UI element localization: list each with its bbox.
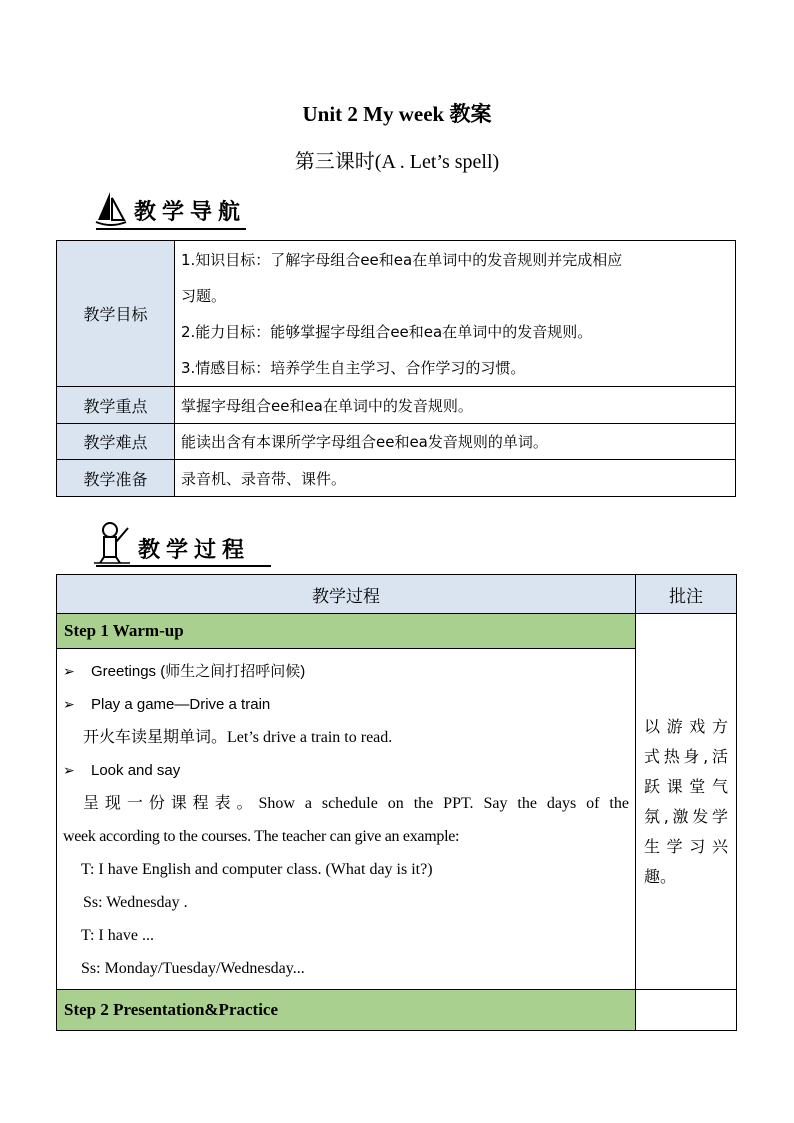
difficulty-cell: 能读出含有本课所学字母组合ee和ea发音规则的单词。 xyxy=(175,424,736,460)
arrow-bullet-icon: ➢ xyxy=(63,762,75,778)
goal-line: 1.知识目标：了解字母组合ee和ea在单词中的发音规则并完成相应 xyxy=(181,250,623,269)
sailboat-icon xyxy=(94,190,128,226)
dialog-line: T: I have ... xyxy=(81,927,154,944)
note-line: 跃课堂气 xyxy=(643,776,728,796)
bullet-item: ➢ Play a game—Drive a train xyxy=(63,688,629,721)
bullet-item: ➢ Greetings (师生之间打招呼问候) xyxy=(63,655,629,688)
banner-underline xyxy=(96,228,246,230)
teaching-process-banner xyxy=(94,520,250,564)
content-line: 呈现一份课程表。Show a schedule on the PPT. Say the days of the xyxy=(83,795,629,812)
goal-line: 3.情感目标：培养学生自主学习、合作学习的习惯。 xyxy=(181,358,526,377)
banner-title: 教学导航 xyxy=(134,200,247,225)
dialog-line: Ss: Wednesday . xyxy=(83,894,188,911)
key-cell: 掌握字母组合ee和ea在单词中的发音规则。 xyxy=(175,387,736,424)
document-title: Unit 2 My week 教案 xyxy=(302,102,492,126)
step-2-header: Step 2 Presentation&Practice xyxy=(57,990,636,1031)
goal-cell xyxy=(175,241,736,387)
note-line: 生学习兴 xyxy=(643,836,728,856)
process-column-header: 教学过程 xyxy=(57,575,636,614)
note-line: 趣。 xyxy=(643,866,676,886)
step-1-header: Step 1 Warm-up xyxy=(57,614,636,649)
step-1-content xyxy=(57,649,636,990)
step-2-notes-cell xyxy=(635,990,736,1031)
notes-cell xyxy=(635,614,736,990)
key-label: 教学重点 xyxy=(57,387,175,424)
teaching-navigation-table xyxy=(56,240,736,497)
pencil-character-icon xyxy=(94,520,132,564)
goal-label: 教学目标 xyxy=(57,241,175,387)
note-line: 氛,激发学 xyxy=(643,806,728,826)
preparation-cell: 录音机、录音带、课件。 xyxy=(175,460,736,497)
lesson-subtitle: 第三课时(A . Let’s spell) xyxy=(294,151,500,173)
banner-underline xyxy=(96,565,271,567)
banner-title: 教学过程 xyxy=(138,538,251,563)
teaching-navigation-banner xyxy=(94,190,246,226)
arrow-bullet-icon: ➢ xyxy=(63,663,75,679)
difficulty-label: 教学难点 xyxy=(57,424,175,460)
bullet-item: ➢ Look and say xyxy=(63,754,629,787)
content-line: week according to the courses. The teacher can give an example: xyxy=(63,828,460,845)
goal-line: 2.能力目标：能够掌握字母组合ee和ea在单词中的发音规则。 xyxy=(181,322,593,341)
teaching-process-table xyxy=(56,574,737,1031)
dialog-line: Ss: Monday/Tuesday/Wednesday... xyxy=(81,960,305,977)
goal-line: 习题。 xyxy=(181,286,227,305)
notes-column-header: 批注 xyxy=(635,575,736,614)
preparation-label: 教学准备 xyxy=(57,460,175,497)
content-line: 开火车读星期单词。Let’s drive a train to read. xyxy=(83,729,393,746)
arrow-bullet-icon: ➢ xyxy=(63,696,75,712)
note-line: 以游戏方 xyxy=(643,716,728,736)
dialog-line: T: I have English and computer class. (What day is it?) xyxy=(81,861,433,878)
note-line: 式热身,活 xyxy=(643,746,728,766)
